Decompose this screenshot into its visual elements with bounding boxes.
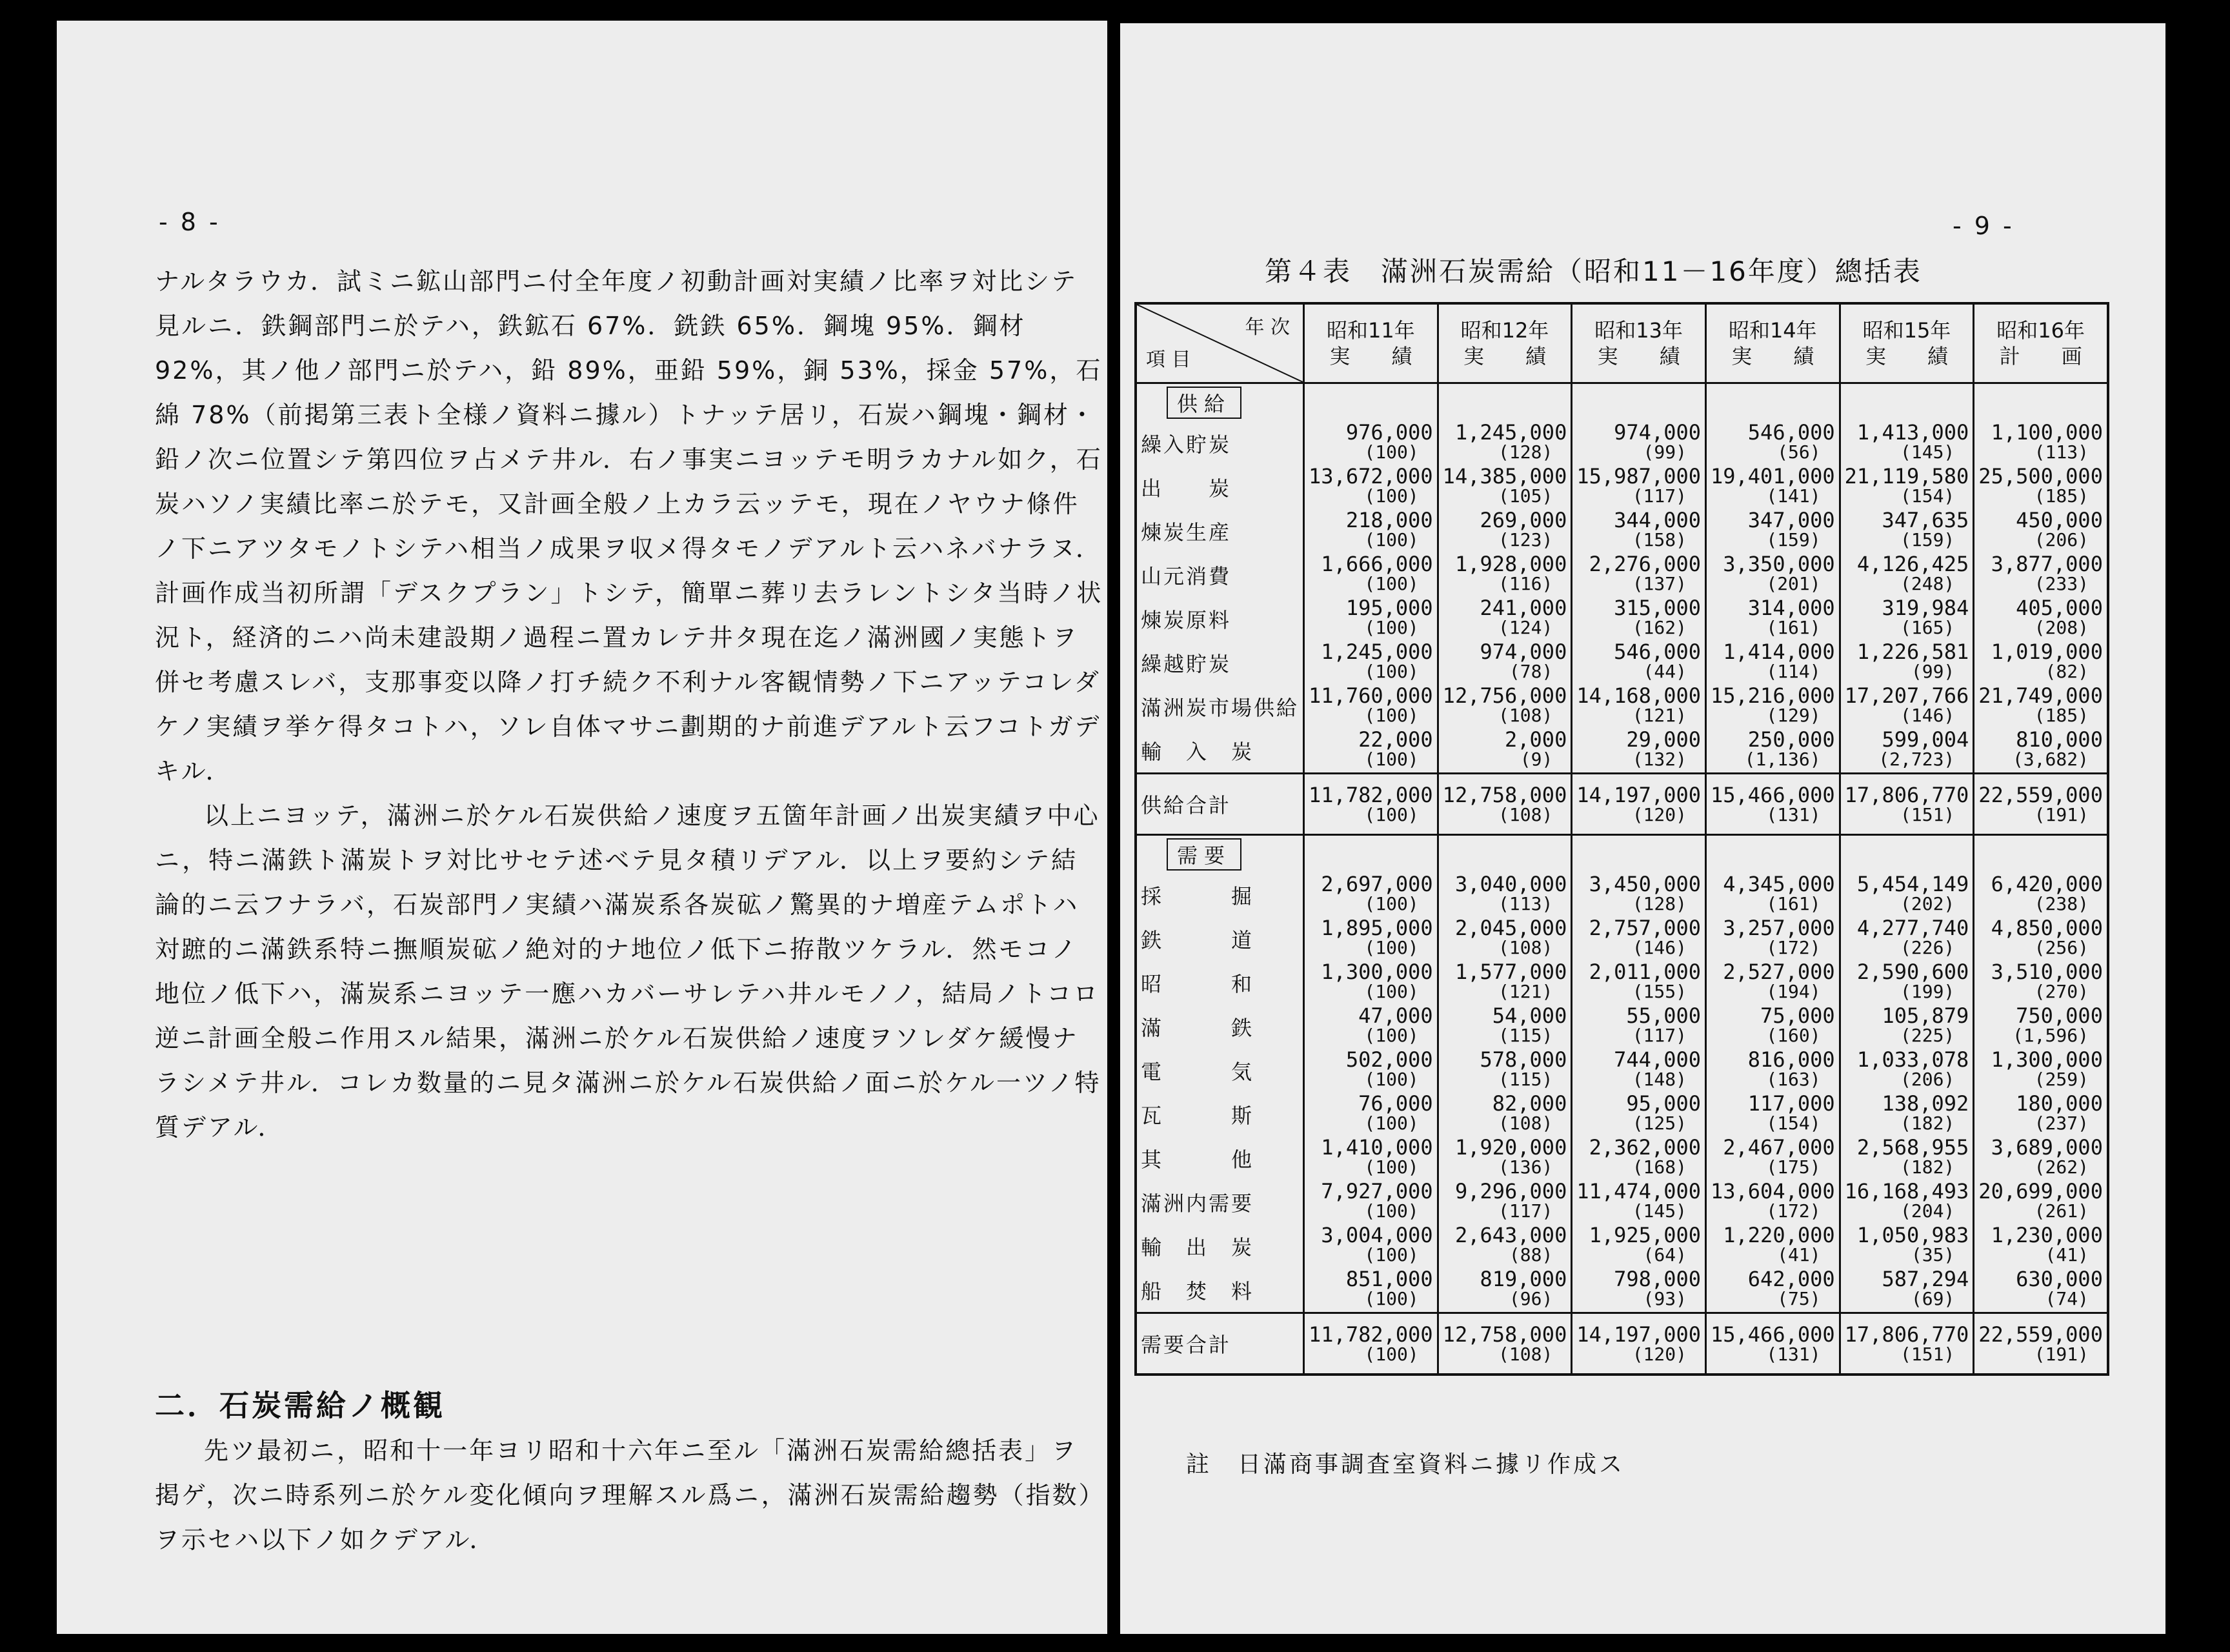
table-header-row — [1136, 303, 2108, 383]
value-cell: 11,782,000 (100) — [1304, 774, 1438, 835]
value-cell: 117,000 (154) — [1705, 1093, 1840, 1136]
value-cell: 851,000 (100) — [1304, 1268, 1438, 1313]
row-label: 電 気 — [1136, 1049, 1304, 1093]
paragraph-3: 先ツ最初ニ，昭和十一年ヨリ昭和十六年ニ至ル「滿洲石炭需給總括表」ヲ掲ゲ，次ニ時系列ニ於ケル変化傾向ヲ理解スル爲ニ，滿洲石炭需給趨勢（指数）ヲ示セハ以下ノ如クデアル． — [155, 1436, 1093, 1554]
value-cell: 13,604,000 (172) — [1705, 1180, 1840, 1224]
value-cell: 95,000 (125) — [1572, 1093, 1706, 1136]
value-cell: 344,000 (158) — [1572, 509, 1706, 553]
row-label: 其 他 — [1136, 1136, 1304, 1180]
table-row — [1136, 873, 2108, 917]
value-cell: 3,877,000 (233) — [1974, 553, 2108, 597]
value-cell: 5,454,149 (202) — [1840, 873, 1974, 917]
value-cell: 19,401,000 (141) — [1705, 465, 1840, 509]
value-cell: 16,168,493 (204) — [1840, 1180, 1974, 1224]
value-cell: 21,749,000 (185) — [1974, 685, 2108, 729]
total-label: 供給合計 — [1136, 774, 1304, 835]
paragraph-2: 以上ニヨッテ，滿洲ニ於ケル石炭供給ノ速度ヲ五箇年計画ノ出炭実績ヲ中心ニ，特ニ滿鉄ト滿炭トヲ対比サセテ述ベテ見タ積リデアル．以上ヲ要約シテ結論的ニ云フナラバ，石炭部門ノ実績ハ滿炭系各炭砿ノ驚異的ナ増産テムポトハ対蹠的ニ滿鉄系特ニ撫順炭砿ノ絶対的ナ地位ノ低下ニ拵散ツケラル．然モコノ地位ノ低下ハ，滿炭系ニヨッテ一應ハカバーサレテハ井ルモノノ，結局ノトコロ逆ニ計画全般ニ作用スル結果，滿洲ニ於ケル石炭供給ノ速度ヲソレダケ緩慢ナラシメテ井ル．コレカ数量的ニ見タ滿洲ニ於ケル石炭供給ノ面ニ於ケル一ツノ特質デアル． — [155, 801, 1101, 1142]
value-cell: 1,895,000 (100) — [1304, 917, 1438, 961]
table-row — [1136, 1268, 2108, 1313]
body-text-top — [155, 259, 1103, 1150]
value-cell: 4,126,425 (248) — [1840, 553, 1974, 597]
value-cell: 546,000 (56) — [1705, 421, 1840, 465]
column-header: 昭和13年 実 績 — [1572, 303, 1706, 383]
row-label: 鉄 道 — [1136, 917, 1304, 961]
page-number-right: - 9 - — [1953, 212, 2014, 240]
value-cell: 250,000 (1,136) — [1705, 729, 1840, 774]
value-cell: 6,420,000 (238) — [1974, 873, 2108, 917]
value-cell: 2,643,000 (88) — [1438, 1224, 1572, 1268]
value-cell: 180,000 (237) — [1974, 1093, 2108, 1136]
value-cell: 20,699,000 (261) — [1974, 1180, 2108, 1224]
value-cell: 14,168,000 (121) — [1572, 685, 1706, 729]
column-header: 昭和15年 実 績 — [1840, 303, 1974, 383]
value-cell: 1,100,000 (113) — [1974, 421, 2108, 465]
value-cell: 55,000 (117) — [1572, 1005, 1706, 1049]
value-cell: 47,000 (100) — [1304, 1005, 1438, 1049]
value-cell: 450,000 (206) — [1974, 509, 2108, 553]
value-cell: 15,466,000 (131) — [1705, 774, 1840, 835]
table-row — [1136, 1136, 2108, 1180]
table-row — [1136, 509, 2108, 553]
table-row — [1136, 685, 2108, 729]
row-label: 滿 鉄 — [1136, 1005, 1304, 1049]
value-cell: 2,757,000 (146) — [1572, 917, 1706, 961]
value-cell: 3,350,000 (201) — [1705, 553, 1840, 597]
value-cell: 105,879 (225) — [1840, 1005, 1974, 1049]
value-cell: 1,019,000 (82) — [1974, 641, 2108, 685]
value-cell: 2,276,000 (137) — [1572, 553, 1706, 597]
row-label: 繰入貯炭 — [1136, 421, 1304, 465]
value-cell: 3,510,000 (270) — [1974, 961, 2108, 1005]
column-header: 昭和11年 実 績 — [1304, 303, 1438, 383]
row-label: 採 掘 — [1136, 873, 1304, 917]
row-label: 煉炭生産 — [1136, 509, 1304, 553]
table-title: 第４表 滿洲石炭需給（昭和11－16年度）總括表 — [1265, 256, 1922, 287]
table-row — [1136, 1093, 2108, 1136]
section-label: 供給 — [1167, 387, 1241, 419]
value-cell: 1,033,078 (206) — [1840, 1049, 1974, 1093]
value-cell: 12,758,000 (108) — [1438, 1313, 1572, 1375]
value-cell: 1,920,000 (136) — [1438, 1136, 1572, 1180]
header-year-label: 年 次 — [1245, 316, 1291, 339]
value-cell: 4,277,740 (226) — [1840, 917, 1974, 961]
value-cell: 2,045,000 (108) — [1438, 917, 1572, 961]
value-cell: 3,004,000 (100) — [1304, 1224, 1438, 1268]
section-row-demand — [1136, 835, 2108, 874]
value-cell: 502,000 (100) — [1304, 1049, 1438, 1093]
value-cell: 15,216,000 (129) — [1705, 685, 1840, 729]
value-cell: 1,414,000 (114) — [1705, 641, 1840, 685]
section-heading: 二．石炭需給ノ概観 — [155, 1388, 445, 1423]
value-cell: 17,806,770 (151) — [1840, 774, 1974, 835]
table-row — [1136, 729, 2108, 774]
row-label: 瓦 斯 — [1136, 1093, 1304, 1136]
section-row-supply — [1136, 383, 2108, 422]
value-cell: 3,040,000 (113) — [1438, 873, 1572, 917]
value-cell: 599,004 (2,723) — [1840, 729, 1974, 774]
value-cell: 12,756,000 (108) — [1438, 685, 1572, 729]
value-cell: 974,000 (99) — [1572, 421, 1706, 465]
row-label: 輸 入 炭 — [1136, 729, 1304, 774]
value-cell: 2,527,000 (194) — [1705, 961, 1840, 1005]
value-cell: 15,466,000 (131) — [1705, 1313, 1840, 1375]
coal-supply-demand-table — [1134, 302, 2109, 1376]
table-row — [1136, 1005, 2108, 1049]
value-cell: 587,294 (69) — [1840, 1268, 1974, 1313]
column-header: 昭和16年 計 画 — [1974, 303, 2108, 383]
value-cell: 138,092 (182) — [1840, 1093, 1974, 1136]
value-cell: 269,000 (123) — [1438, 509, 1572, 553]
value-cell: 15,987,000 (117) — [1572, 465, 1706, 509]
value-cell: 22,559,000 (191) — [1974, 774, 2108, 835]
value-cell: 9,296,000 (117) — [1438, 1180, 1572, 1224]
value-cell: 2,467,000 (175) — [1705, 1136, 1840, 1180]
table-row — [1136, 597, 2108, 641]
value-cell: 1,666,000 (100) — [1304, 553, 1438, 597]
value-cell: 314,000 (161) — [1705, 597, 1840, 641]
value-cell: 17,806,770 (151) — [1840, 1313, 1974, 1375]
value-cell: 1,050,983 (35) — [1840, 1224, 1974, 1268]
value-cell: 54,000 (115) — [1438, 1005, 1572, 1049]
value-cell: 798,000 (93) — [1572, 1268, 1706, 1313]
value-cell: 25,500,000 (185) — [1974, 465, 2108, 509]
page-number-left: - 8 - — [159, 208, 221, 236]
row-label: 船 焚 料 — [1136, 1268, 1304, 1313]
value-cell: 17,207,766 (146) — [1840, 685, 1974, 729]
left-page — [57, 21, 1107, 1634]
value-cell: 578,000 (115) — [1438, 1049, 1572, 1093]
value-cell: 3,689,000 (262) — [1974, 1136, 2108, 1180]
table-row — [1136, 1049, 2108, 1093]
value-cell: 22,559,000 (191) — [1974, 1313, 2108, 1375]
table-row — [1136, 961, 2108, 1005]
value-cell: 13,672,000 (100) — [1304, 465, 1438, 509]
value-cell: 546,000 (44) — [1572, 641, 1706, 685]
value-cell: 319,984 (165) — [1840, 597, 1974, 641]
value-cell: 819,000 (96) — [1438, 1268, 1572, 1313]
value-cell: 11,474,000 (145) — [1572, 1180, 1706, 1224]
value-cell: 810,000 (3,682) — [1974, 729, 2108, 774]
table-row — [1136, 553, 2108, 597]
value-cell: 816,000 (163) — [1705, 1049, 1840, 1093]
right-page — [1120, 23, 2165, 1634]
value-cell: 974,000 (78) — [1438, 641, 1572, 685]
row-label: 昭 和 — [1136, 961, 1304, 1005]
row-label: 出 炭 — [1136, 465, 1304, 509]
total-row-supply — [1136, 774, 2108, 835]
column-header: 昭和14年 実 績 — [1705, 303, 1840, 383]
row-label: 山元消費 — [1136, 553, 1304, 597]
table-row — [1136, 465, 2108, 509]
value-cell: 2,697,000 (100) — [1304, 873, 1438, 917]
value-cell: 76,000 (100) — [1304, 1093, 1438, 1136]
value-cell: 642,000 (75) — [1705, 1268, 1840, 1313]
value-cell: 2,000 (9) — [1438, 729, 1572, 774]
paragraph-1: ナルタラウカ．試ミニ鉱山部門ニ付全年度ノ初動計画対実績ノ比率ヲ対比シテ見ルニ．鉄鋼部門ニ於テハ，鉄鉱石 67%．銑鉄 65%．鋼塊 95%．鋼材 92%，其ノ他ノ部門ニ於テハ，鉛 89%，亜鉛 59%，銅 53%，採金 57%，石綿 78%（前掲第三表ト全様ノ資料ニ據ル）トナッテ居リ，石炭ハ鋼塊・鋼材・鉛ノ次ニ位置シテ第四位ヲ占メテ井ル．右ノ事実ニヨッテモ明ラカナル如ク，石炭ハソノ実績比率ニ於テモ，又計画全般ノ上カラ云ッテモ，現在ノヤウナ條件ノ下ニアツタモノトシテハ相当ノ成果ヲ収メ得タモノデアルト云ハネバナラヌ．計画作成当初所謂「デスクプラン」トシテ，簡單ニ葬リ去ラレントシタ当時ノ状況ト，経済的ニハ尚未建設期ノ過程ニ置カレテ井タ現在迄ノ滿洲國ノ実態トヲ併セ考慮スレバ，支那事変以降ノ打チ続ク不利ナル客観情勢ノ下ニアッテコレダケノ実績ヲ挙ケ得タコトハ，ソレ自体マサニ劃期的ナ前進デアルト云フコトガデキル． — [155, 267, 1103, 785]
table-row — [1136, 641, 2108, 685]
value-cell: 1,413,000 (145) — [1840, 421, 1974, 465]
value-cell: 82,000 (108) — [1438, 1093, 1572, 1136]
row-label: 滿洲内需要 — [1136, 1180, 1304, 1224]
header-item-label: 項 目 — [1146, 348, 1191, 371]
row-label: 繰越貯炭 — [1136, 641, 1304, 685]
value-cell: 3,450,000 (128) — [1572, 873, 1706, 917]
value-cell: 2,590,600 (199) — [1840, 961, 1974, 1005]
table-note: 註 日滿商事調査室資料ニ據リ作成ス — [1186, 1451, 1625, 1478]
value-cell: 1,925,000 (64) — [1572, 1224, 1706, 1268]
value-cell: 1,245,000 (128) — [1438, 421, 1572, 465]
value-cell: 976,000 (100) — [1304, 421, 1438, 465]
value-cell: 7,927,000 (100) — [1304, 1180, 1438, 1224]
value-cell: 241,000 (124) — [1438, 597, 1572, 641]
table-row — [1136, 1224, 2108, 1268]
value-cell: 4,345,000 (161) — [1705, 873, 1840, 917]
value-cell: 750,000 (1,596) — [1974, 1005, 2108, 1049]
value-cell: 1,245,000 (100) — [1304, 641, 1438, 685]
value-cell: 1,928,000 (116) — [1438, 553, 1572, 597]
value-cell: 29,000 (132) — [1572, 729, 1706, 774]
value-cell: 405,000 (208) — [1974, 597, 2108, 641]
table-row — [1136, 917, 2108, 961]
table-row — [1136, 421, 2108, 465]
value-cell: 1,300,000 (259) — [1974, 1049, 2108, 1093]
value-cell: 347,000 (159) — [1705, 509, 1840, 553]
value-cell: 14,197,000 (120) — [1572, 1313, 1706, 1375]
value-cell: 3,257,000 (172) — [1705, 917, 1840, 961]
value-cell: 1,300,000 (100) — [1304, 961, 1438, 1005]
header-corner — [1136, 303, 1304, 383]
column-header: 昭和12年 実 績 — [1438, 303, 1572, 383]
value-cell: 218,000 (100) — [1304, 509, 1438, 553]
row-label: 輸 出 炭 — [1136, 1224, 1304, 1268]
value-cell: 347,635 (159) — [1840, 509, 1974, 553]
value-cell: 195,000 (100) — [1304, 597, 1438, 641]
value-cell: 2,362,000 (168) — [1572, 1136, 1706, 1180]
row-label: 煉炭原料 — [1136, 597, 1304, 641]
value-cell: 14,385,000 (105) — [1438, 465, 1572, 509]
value-cell: 75,000 (160) — [1705, 1005, 1840, 1049]
value-cell: 1,226,581 (99) — [1840, 641, 1974, 685]
value-cell: 11,782,000 (100) — [1304, 1313, 1438, 1375]
value-cell: 1,577,000 (121) — [1438, 961, 1572, 1005]
value-cell: 21,119,580 (154) — [1840, 465, 1974, 509]
row-label: 滿洲炭市場供給 — [1136, 685, 1304, 729]
section-label: 需要 — [1167, 838, 1241, 871]
table-row — [1136, 1180, 2108, 1224]
value-cell: 1,220,000 (41) — [1705, 1224, 1840, 1268]
value-cell: 630,000 (74) — [1974, 1268, 2108, 1313]
value-cell: 744,000 (148) — [1572, 1049, 1706, 1093]
value-cell: 12,758,000 (108) — [1438, 774, 1572, 835]
value-cell: 1,230,000 (41) — [1974, 1224, 2108, 1268]
total-label: 需要合計 — [1136, 1313, 1304, 1375]
value-cell: 11,760,000 (100) — [1304, 685, 1438, 729]
value-cell: 315,000 (162) — [1572, 597, 1706, 641]
value-cell: 1,410,000 (100) — [1304, 1136, 1438, 1180]
total-row-demand — [1136, 1313, 2108, 1375]
value-cell: 2,568,955 (182) — [1840, 1136, 1974, 1180]
value-cell: 2,011,000 (155) — [1572, 961, 1706, 1005]
value-cell: 22,000 (100) — [1304, 729, 1438, 774]
value-cell: 4,850,000 (256) — [1974, 917, 2108, 961]
value-cell: 14,197,000 (120) — [1572, 774, 1706, 835]
